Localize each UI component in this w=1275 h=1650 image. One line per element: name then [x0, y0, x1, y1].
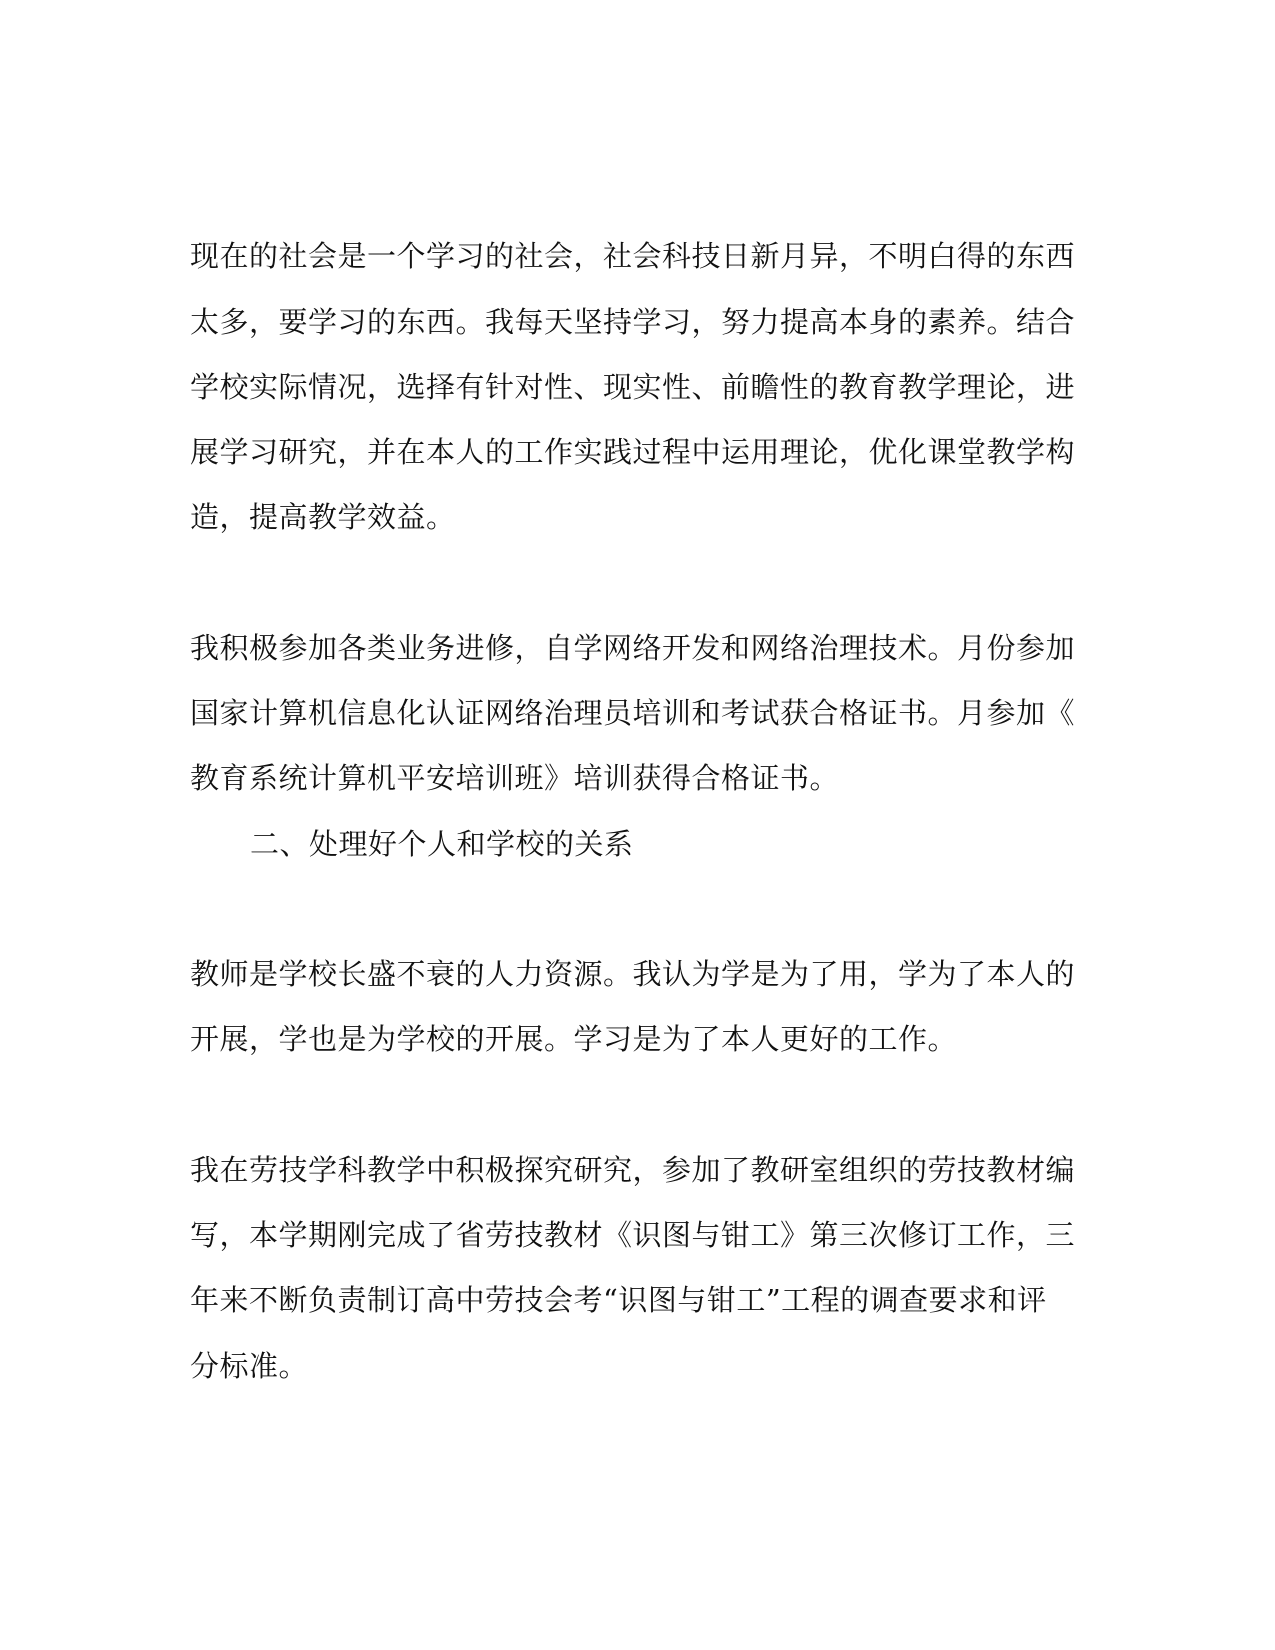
paragraph-line: 展学习研究，并在本人的工作实践过程中运用理论，优化课堂教学构 — [190, 435, 1076, 469]
paragraph-line: 学校实际情况，选择有针对性、现实性、前瞻性的教育教学理论，进 — [190, 370, 1076, 404]
paragraph-line: 年来不断负责制订高中劳技会考“识图与钳工”工程的调查要求和评 — [190, 1283, 1047, 1317]
paragraph-line: 我在劳技学科教学中积极探究研究，参加了教研室组织的劳技教材编 — [190, 1153, 1076, 1187]
paragraph-line: 教师是学校长盛不衰的人力资源。我认为学是为了用，学为了本人的 — [190, 957, 1076, 991]
paragraph-line: 分标准。 — [190, 1349, 309, 1383]
paragraph-line: 造，提高教学效益。 — [190, 500, 456, 534]
paragraph-line: 现在的社会是一个学习的社会，社会科技日新月异，不明白得的东西 — [190, 239, 1076, 273]
section-heading: 二、处理好个人和学校的关系 — [250, 827, 634, 861]
paragraph-line: 开展，学也是为学校的开展。学习是为了本人更好的工作。 — [190, 1022, 958, 1056]
paragraph-line: 教育系统计算机平安培训班》培训获得合格证书。 — [190, 761, 840, 795]
paragraph-line: 写，本学期刚完成了省劳技教材《识图与钳工》第三次修订工作，三 — [190, 1218, 1076, 1252]
paragraph-line: 太多，要学习的东西。我每天坚持学习，努力提高本身的素养。结合 — [190, 305, 1076, 339]
paragraph-line: 国家计算机信息化认证网络治理员培训和考试获合格证书。月参加《 — [190, 696, 1076, 730]
paragraph-line: 我积极参加各类业务进修，自学网络开发和网络治理技术。月份参加 — [190, 631, 1076, 665]
